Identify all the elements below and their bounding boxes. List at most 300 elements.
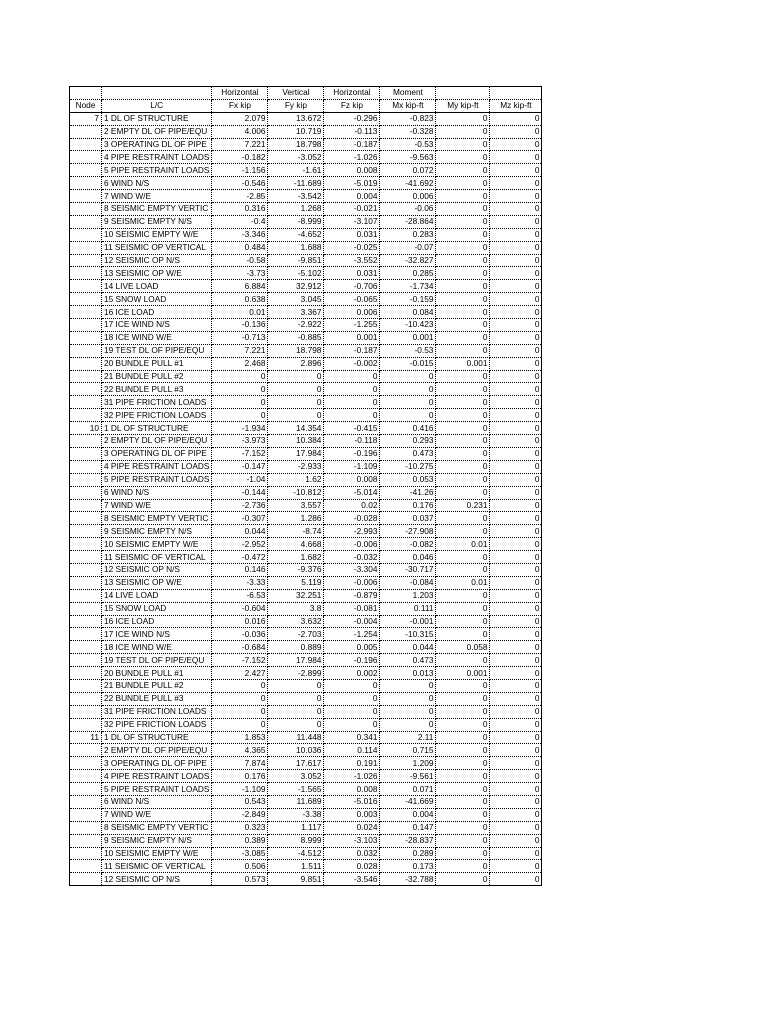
my-cell: 0 [436, 795, 490, 808]
mx-cell: 0 [380, 705, 436, 718]
my-cell: 0 [436, 731, 490, 744]
mx-cell: 0 [380, 692, 436, 705]
fz-cell: 0.002 [324, 667, 380, 680]
mx-cell: 0.147 [380, 821, 436, 834]
mx-cell: -10.315 [380, 628, 436, 641]
fy-cell: -1.565 [268, 783, 324, 796]
mz-cell: 0 [490, 383, 542, 396]
lc-cell: 10 SEISMIC EMPTY W/E [102, 228, 212, 241]
mx-cell: -0.015 [380, 357, 436, 370]
fz-cell: -0.706 [324, 280, 380, 293]
table-row [70, 190, 542, 203]
mx-cell: 0.293 [380, 435, 436, 448]
lc-cell: 4 PIPE RESTRAINT LOADS [102, 460, 212, 473]
fy-cell: 32.912 [268, 280, 324, 293]
node-cell [70, 692, 102, 705]
mx-cell: -28.864 [380, 215, 436, 228]
fy-cell: 4.668 [268, 538, 324, 551]
table-row [70, 486, 542, 499]
fx-cell: -3.085 [212, 847, 268, 860]
node-cell [70, 551, 102, 564]
node-cell [70, 847, 102, 860]
header-row-categories [70, 87, 542, 100]
table-row [70, 151, 542, 164]
fz-cell: 0.005 [324, 641, 380, 654]
my-cell: 0.01 [436, 538, 490, 551]
node-cell [70, 254, 102, 267]
my-cell: 0 [436, 383, 490, 396]
header-fx: Fx kip [212, 99, 268, 112]
node-cell [70, 447, 102, 460]
mz-cell: 0 [490, 589, 542, 602]
fz-cell: -3.304 [324, 563, 380, 576]
lc-cell: 7 WIND W/E [102, 499, 212, 512]
header-my: My kip-ft [436, 99, 490, 112]
fx-cell: 0 [212, 409, 268, 422]
mz-cell: 0 [490, 718, 542, 731]
my-cell: 0 [436, 770, 490, 783]
my-cell: 0 [436, 215, 490, 228]
mx-cell: 0 [380, 370, 436, 383]
my-cell: 0 [436, 280, 490, 293]
mz-cell: 0 [490, 254, 542, 267]
table-row [70, 795, 542, 808]
lc-cell: 3 OPERATING DL OF PIPE [102, 757, 212, 770]
fz-cell: -0.415 [324, 422, 380, 435]
table-row [70, 203, 542, 216]
fx-cell: 7.874 [212, 757, 268, 770]
table-row [70, 215, 542, 228]
lc-cell: 10 SEISMIC EMPTY W/E [102, 538, 212, 551]
header-cell: Horizontal [324, 87, 380, 100]
header-row-columns [70, 99, 542, 112]
table-row [70, 331, 542, 344]
my-cell: 0 [436, 615, 490, 628]
mz-cell: 0 [490, 319, 542, 332]
fz-cell: -3.552 [324, 254, 380, 267]
lc-cell: 20 BUNDLE PULL #1 [102, 667, 212, 680]
lc-cell: 7 WIND W/E [102, 190, 212, 203]
node-cell [70, 718, 102, 731]
fy-cell: 0 [268, 370, 324, 383]
table-row [70, 525, 542, 538]
my-cell: 0 [436, 834, 490, 847]
node-cell [70, 757, 102, 770]
table-row [70, 512, 542, 525]
table-row [70, 306, 542, 319]
mz-cell: 0 [490, 125, 542, 138]
my-cell: 0 [436, 422, 490, 435]
mz-cell: 0 [490, 344, 542, 357]
my-cell: 0.01 [436, 576, 490, 589]
my-cell: 0.001 [436, 667, 490, 680]
fy-cell: 1.286 [268, 512, 324, 525]
node-cell [70, 203, 102, 216]
mx-cell: -0.53 [380, 344, 436, 357]
fy-cell: -0.885 [268, 331, 324, 344]
mx-cell: -32.827 [380, 254, 436, 267]
fy-cell: -9.851 [268, 254, 324, 267]
node-cell: 7 [70, 112, 102, 125]
node-cell [70, 783, 102, 796]
my-cell: 0 [436, 563, 490, 576]
node-cell [70, 512, 102, 525]
mz-cell: 0 [490, 293, 542, 306]
mz-cell: 0 [490, 409, 542, 422]
node-cell [70, 190, 102, 203]
mz-cell: 0 [490, 215, 542, 228]
mz-cell: 0 [490, 563, 542, 576]
fx-cell: 0 [212, 370, 268, 383]
fy-cell: 14.354 [268, 422, 324, 435]
mz-cell: 0 [490, 744, 542, 757]
node-cell [70, 344, 102, 357]
fy-cell: 0 [268, 396, 324, 409]
my-cell: 0 [436, 293, 490, 306]
lc-cell: 20 BUNDLE PULL #1 [102, 357, 212, 370]
fz-cell: -0.187 [324, 344, 380, 357]
my-cell: 0 [436, 435, 490, 448]
node-cell [70, 409, 102, 422]
mx-cell: 0.006 [380, 190, 436, 203]
fx-cell: 0.573 [212, 873, 268, 886]
mx-cell: 0 [380, 679, 436, 692]
my-cell: 0 [436, 821, 490, 834]
table-row [70, 396, 542, 409]
fy-cell: 1.268 [268, 203, 324, 216]
fx-cell: -0.58 [212, 254, 268, 267]
fx-cell: 0.484 [212, 241, 268, 254]
mx-cell: 0.416 [380, 422, 436, 435]
node-cell [70, 821, 102, 834]
fz-cell: -0.118 [324, 435, 380, 448]
fz-cell: 0 [324, 396, 380, 409]
lc-cell: 15 SNOW LOAD [102, 293, 212, 306]
fx-cell: 0.016 [212, 615, 268, 628]
mx-cell: -10.423 [380, 319, 436, 332]
fx-cell: -3.346 [212, 228, 268, 241]
mx-cell: 0.111 [380, 602, 436, 615]
fx-cell: -7.152 [212, 447, 268, 460]
node-cell [70, 460, 102, 473]
header-cell: Vertical [268, 87, 324, 100]
header-lc: L/C [102, 99, 212, 112]
header-cell [102, 87, 212, 100]
node-cell [70, 280, 102, 293]
table-row [70, 705, 542, 718]
fy-cell: -5.102 [268, 267, 324, 280]
table-row [70, 615, 542, 628]
table-row [70, 808, 542, 821]
fy-cell: 3.052 [268, 770, 324, 783]
table-row [70, 344, 542, 357]
fx-cell: -1.156 [212, 164, 268, 177]
my-cell: 0 [436, 744, 490, 757]
my-cell: 0 [436, 164, 490, 177]
fy-cell: -9.376 [268, 563, 324, 576]
mz-cell: 0 [490, 512, 542, 525]
node-cell [70, 319, 102, 332]
node-cell [70, 628, 102, 641]
node-cell [70, 808, 102, 821]
mx-cell: 0.473 [380, 654, 436, 667]
my-cell: 0 [436, 512, 490, 525]
mz-cell: 0 [490, 112, 542, 125]
my-cell: 0 [436, 190, 490, 203]
table-row [70, 164, 542, 177]
my-cell: 0 [436, 692, 490, 705]
my-cell: 0 [436, 718, 490, 731]
mz-cell: 0 [490, 241, 542, 254]
header-cell [70, 87, 102, 100]
fx-cell: 0.316 [212, 203, 268, 216]
mx-cell: -41.26 [380, 486, 436, 499]
my-cell: 0 [436, 525, 490, 538]
lc-cell: 9 SEISMIC EMPTY N/S [102, 834, 212, 847]
node-cell [70, 357, 102, 370]
fx-cell: 0.389 [212, 834, 268, 847]
mz-cell: 0 [490, 679, 542, 692]
mx-cell: -0.823 [380, 112, 436, 125]
my-cell: 0 [436, 331, 490, 344]
node-cell [70, 486, 102, 499]
lc-cell: 16 ICE LOAD [102, 615, 212, 628]
fy-cell: 1.688 [268, 241, 324, 254]
mx-cell: 0.715 [380, 744, 436, 757]
table-row [70, 357, 542, 370]
my-cell: 0 [436, 847, 490, 860]
fx-cell: -0.472 [212, 551, 268, 564]
mx-cell: 0.044 [380, 641, 436, 654]
table-row [70, 538, 542, 551]
table-row [70, 718, 542, 731]
mx-cell: 0.084 [380, 306, 436, 319]
node-cell [70, 873, 102, 886]
lc-cell: 16 ICE LOAD [102, 306, 212, 319]
fy-cell: -8.999 [268, 215, 324, 228]
mx-cell: -0.001 [380, 615, 436, 628]
lc-cell: 19 TEST DL OF PIPE/EQU [102, 654, 212, 667]
fx-cell: 0.323 [212, 821, 268, 834]
fz-cell: -0.081 [324, 602, 380, 615]
mx-cell: 0 [380, 383, 436, 396]
fy-cell: 10.719 [268, 125, 324, 138]
node-cell [70, 383, 102, 396]
fz-cell: -0.028 [324, 512, 380, 525]
mz-cell: 0 [490, 447, 542, 460]
my-cell: 0 [436, 679, 490, 692]
lc-cell: 15 SNOW LOAD [102, 602, 212, 615]
mz-cell: 0 [490, 667, 542, 680]
lc-cell: 8 SEISMIC EMPTY VERTIC [102, 512, 212, 525]
fx-cell: -2.849 [212, 808, 268, 821]
mz-cell: 0 [490, 370, 542, 383]
fy-cell: 10.384 [268, 435, 324, 448]
mz-cell: 0 [490, 164, 542, 177]
my-cell: 0.001 [436, 357, 490, 370]
fx-cell: -6.53 [212, 589, 268, 602]
my-cell: 0 [436, 203, 490, 216]
fz-cell: -0.879 [324, 589, 380, 602]
fx-cell: -2.736 [212, 499, 268, 512]
header-node: Node [70, 99, 102, 112]
mz-cell: 0 [490, 692, 542, 705]
fz-cell: -1.109 [324, 460, 380, 473]
fx-cell: 7.221 [212, 344, 268, 357]
fz-cell: 0.008 [324, 473, 380, 486]
fx-cell: 0.176 [212, 770, 268, 783]
node-cell [70, 641, 102, 654]
lc-cell: 5 PIPE RESTRAINT LOADS [102, 783, 212, 796]
fx-cell: 4.006 [212, 125, 268, 138]
fz-cell: -1.254 [324, 628, 380, 641]
fz-cell: -0.296 [324, 112, 380, 125]
table-row [70, 783, 542, 796]
fz-cell: -0.032 [324, 551, 380, 564]
table-row [70, 383, 542, 396]
fy-cell: 9.851 [268, 873, 324, 886]
node-cell [70, 241, 102, 254]
my-cell: 0 [436, 860, 490, 873]
mx-cell: 0 [380, 396, 436, 409]
my-cell: 0 [436, 125, 490, 138]
lc-cell: 13 SEISMIC OP W/E [102, 576, 212, 589]
mx-cell: 0.001 [380, 331, 436, 344]
my-cell: 0 [436, 757, 490, 770]
fx-cell: -0.604 [212, 602, 268, 615]
fy-cell: 0 [268, 409, 324, 422]
fz-cell: 0.031 [324, 267, 380, 280]
fx-cell: -0.144 [212, 486, 268, 499]
fy-cell: 0.889 [268, 641, 324, 654]
table-row [70, 551, 542, 564]
fz-cell: -0.113 [324, 125, 380, 138]
mz-cell: 0 [490, 331, 542, 344]
mz-cell: 0 [490, 602, 542, 615]
my-cell: 0 [436, 228, 490, 241]
fy-cell: -2.933 [268, 460, 324, 473]
mz-cell: 0 [490, 499, 542, 512]
fz-cell: -0.006 [324, 576, 380, 589]
fy-cell: 3.557 [268, 499, 324, 512]
mz-cell: 0 [490, 228, 542, 241]
my-cell: 0 [436, 112, 490, 125]
mx-cell: -0.06 [380, 203, 436, 216]
lc-cell: 17 ICE WIND N/S [102, 628, 212, 641]
lc-cell: 31 PIPE FRICTION LOADS [102, 396, 212, 409]
my-cell: 0 [436, 628, 490, 641]
fz-cell: 0.028 [324, 860, 380, 873]
fz-cell: 0 [324, 383, 380, 396]
my-cell: 0 [436, 138, 490, 151]
node-cell [70, 667, 102, 680]
lc-cell: 2 EMPTY DL OF PIPE/EQU [102, 125, 212, 138]
my-cell: 0 [436, 396, 490, 409]
mx-cell: -0.328 [380, 125, 436, 138]
mx-cell: 0.013 [380, 667, 436, 680]
mx-cell: -32.788 [380, 873, 436, 886]
mz-cell: 0 [490, 860, 542, 873]
mz-cell: 0 [490, 177, 542, 190]
mz-cell: 0 [490, 525, 542, 538]
fx-cell: 0 [212, 679, 268, 692]
table-row [70, 628, 542, 641]
mx-cell: 0.037 [380, 512, 436, 525]
fz-cell: 0.006 [324, 306, 380, 319]
mz-cell: 0 [490, 460, 542, 473]
my-cell: 0.058 [436, 641, 490, 654]
mx-cell: 0.046 [380, 551, 436, 564]
node-cell [70, 834, 102, 847]
fx-cell: 2.079 [212, 112, 268, 125]
table-row [70, 435, 542, 448]
fx-cell: -0.4 [212, 215, 268, 228]
fx-cell: -2.85 [212, 190, 268, 203]
mz-cell: 0 [490, 873, 542, 886]
header-cell [436, 87, 490, 100]
table-row [70, 679, 542, 692]
lc-cell: 32 PIPE FRICTION LOADS [102, 718, 212, 731]
fz-cell: 0.191 [324, 757, 380, 770]
mz-cell: 0 [490, 795, 542, 808]
fz-cell: 0 [324, 679, 380, 692]
fz-cell: -3.546 [324, 873, 380, 886]
mz-cell: 0 [490, 138, 542, 151]
fy-cell: -8.74 [268, 525, 324, 538]
table-row [70, 641, 542, 654]
fx-cell: 6.884 [212, 280, 268, 293]
table-row [70, 280, 542, 293]
table-row [70, 654, 542, 667]
table-row [70, 447, 542, 460]
fy-cell: 3.045 [268, 293, 324, 306]
fz-cell: 0 [324, 718, 380, 731]
lc-cell: 32 PIPE FRICTION LOADS [102, 409, 212, 422]
fy-cell: 8.999 [268, 834, 324, 847]
mz-cell: 0 [490, 654, 542, 667]
mz-cell: 0 [490, 770, 542, 783]
mx-cell: -1.734 [380, 280, 436, 293]
mz-cell: 0 [490, 808, 542, 821]
fz-cell: -5.019 [324, 177, 380, 190]
fx-cell: -0.136 [212, 319, 268, 332]
node-cell: 11 [70, 731, 102, 744]
mx-cell: 0.283 [380, 228, 436, 241]
lc-cell: 10 SEISMIC EMPTY W/E [102, 847, 212, 860]
table-row [70, 267, 542, 280]
fy-cell: -3.052 [268, 151, 324, 164]
fy-cell: 1.117 [268, 821, 324, 834]
fy-cell: 1.682 [268, 551, 324, 564]
mx-cell: 0 [380, 718, 436, 731]
lc-cell: 6 WIND N/S [102, 486, 212, 499]
mx-cell: 0.289 [380, 847, 436, 860]
node-cell [70, 370, 102, 383]
mz-cell: 0 [490, 357, 542, 370]
fy-cell: 17.984 [268, 447, 324, 460]
node-cell [70, 473, 102, 486]
mx-cell: 2.11 [380, 731, 436, 744]
node-cell [70, 576, 102, 589]
mz-cell: 0 [490, 306, 542, 319]
lc-cell: 7 WIND W/E [102, 808, 212, 821]
mz-cell: 0 [490, 705, 542, 718]
fx-cell: 0.146 [212, 563, 268, 576]
mx-cell: 1.209 [380, 757, 436, 770]
fy-cell: 3.632 [268, 615, 324, 628]
fz-cell: -1.026 [324, 151, 380, 164]
my-cell: 0 [436, 602, 490, 615]
